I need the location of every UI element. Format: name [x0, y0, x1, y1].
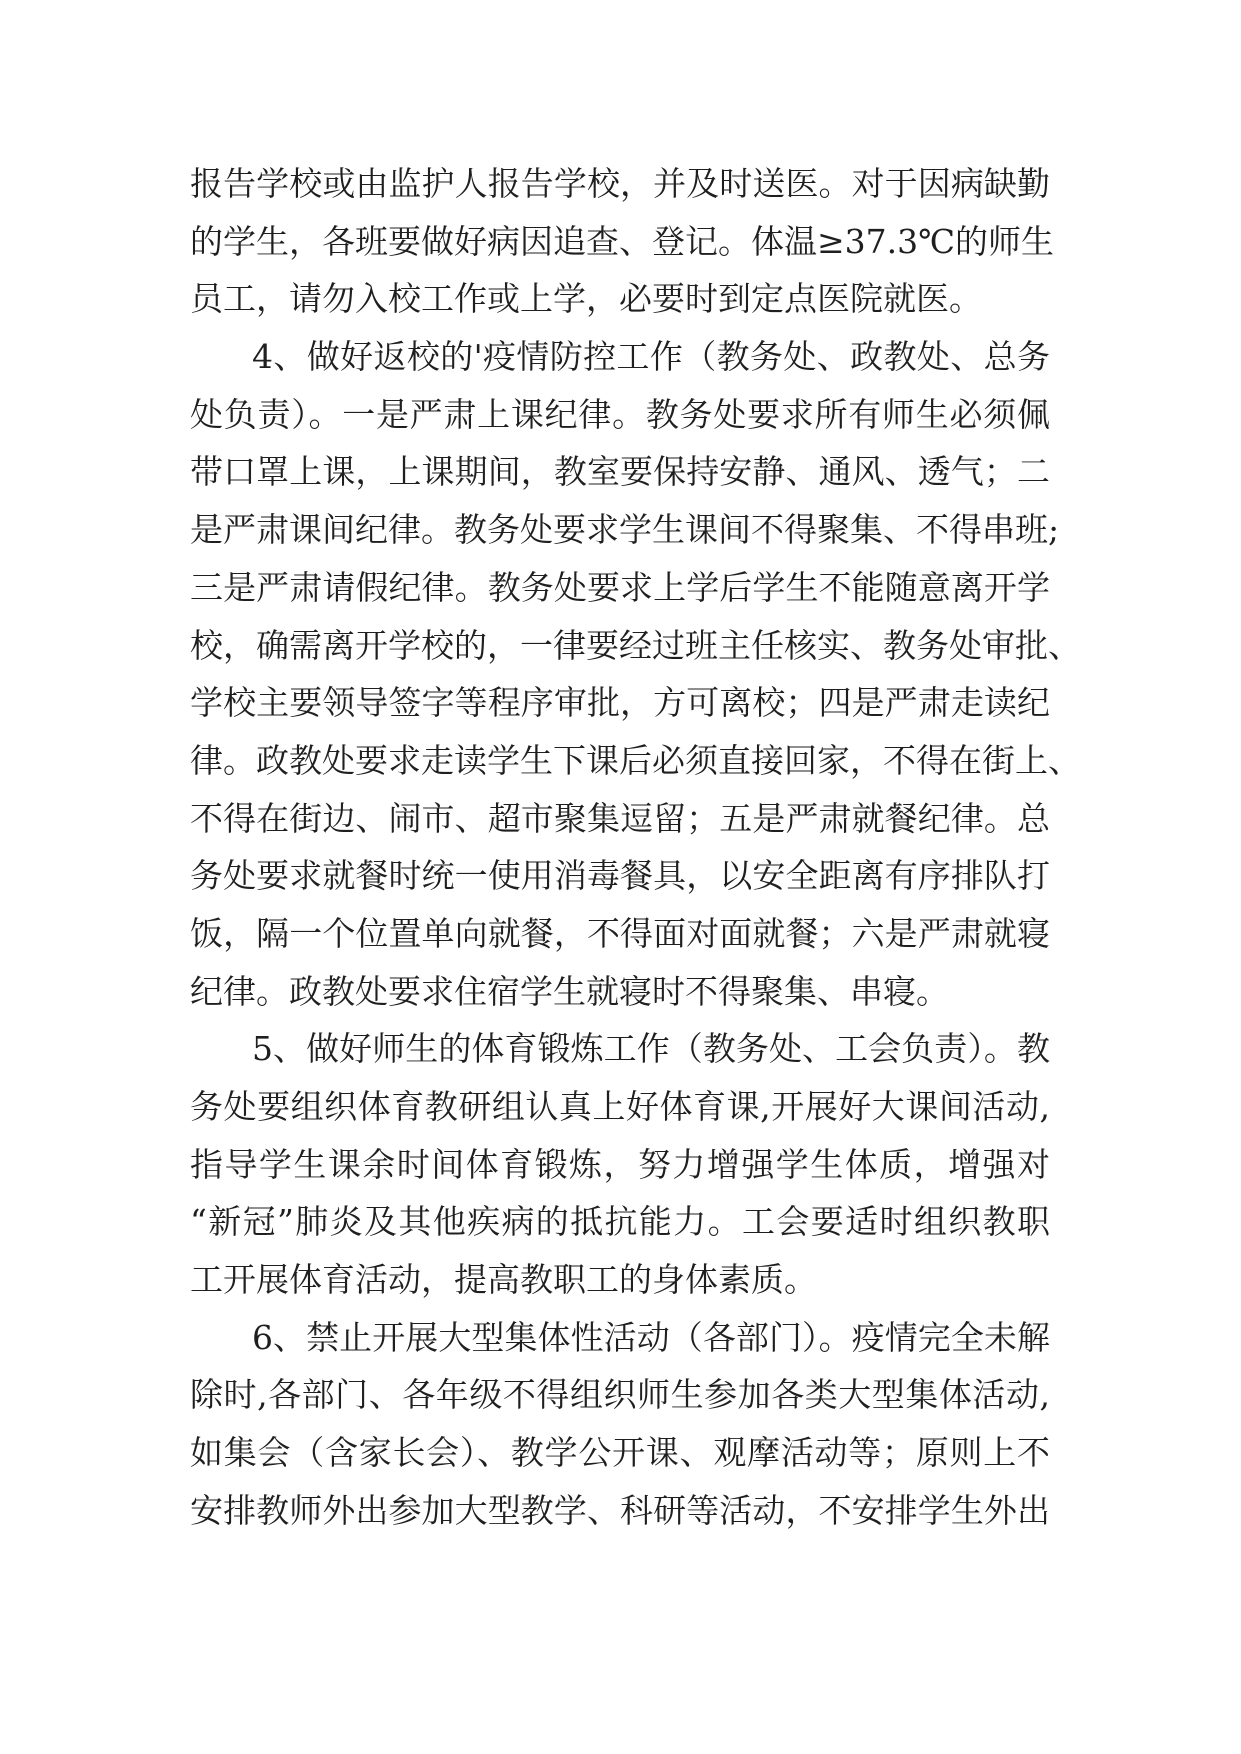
text-line: 不得在街边、闹市、超市聚集逗留；五是严肃就餐纪律。总	[190, 798, 1050, 838]
text-line: 安排教师外出参加大型教学、科研等活动，不安排学生外出	[190, 1490, 1050, 1530]
paragraph-start-line: 6、禁止开展大型集体性活动（各部门）。疫情完全未解	[252, 1317, 1050, 1357]
text-line: 报告学校或由监护人报告学校，并及时送医。对于因病缺勤	[190, 164, 1050, 203]
text-line: 三是严肃请假纪律。教务处要求上学后学生不能随意离开学	[190, 567, 1050, 607]
text-line: 校，确需离开学校的，一律要经过班主任核实、教务处审批、	[190, 625, 1081, 665]
text-line: 如集会（含家长会）、教学公开课、观摩活动等；原则上不	[190, 1433, 1050, 1473]
paragraph-start-line: 5、做好师生的体育锻炼工作（教务处、工会负责）。教	[252, 1029, 1050, 1069]
document-body	[190, 155, 1081, 1540]
text-line: 是严肃课间纪律。教务处要求学生课间不得聚集、不得串班;	[190, 510, 1060, 550]
text-line: 律。政教处要求走读学生下课后必须直接回家，不得在街上、	[190, 740, 1081, 780]
text-line: 带口罩上课，上课期间，教室要保持安静、通风、透气；二	[190, 452, 1050, 492]
text-line: 工开展体育活动，提高教职工的身体素质。	[190, 1260, 817, 1300]
text-line: 纪律。政教处要求住宿学生就寝时不得聚集、串寝。	[190, 971, 949, 1011]
paragraph-start-line: 4、做好返校的'疫情防控工作（教务处、政教处、总务	[252, 337, 1050, 377]
text-line: 务处要组织体育教研组认真上好体育课,开展好大课间活动,	[190, 1087, 1050, 1126]
text-line: 员工，请勿入校工作或上学，必要时到定点医院就医。	[190, 279, 982, 319]
text-line: 的学生，各班要做好病因追查、登记。体温≥37.3℃的师生	[190, 221, 1055, 261]
text-line: 学校主要领导签字等程序审批，方可离校；四是严肃走读纪	[190, 683, 1050, 723]
text-line: 处负责）。一是严肃上课纪律。教务处要求所有师生必须佩	[190, 394, 1050, 434]
text-line: 除时,各部门、各年级不得组织师生参加各类大型集体活动,	[190, 1375, 1050, 1415]
text-line: 指导学生课余时间体育锻炼，努力增强学生体质，增强对	[190, 1144, 1050, 1184]
text-line: 务处要求就餐时统一使用消毒餐具，以安全距离有序排队打	[190, 856, 1050, 896]
text-line: “新冠”肺炎及其他疾病的抵抗能力。工会要适时组织教职	[190, 1202, 1050, 1242]
text-line: 饭，隔一个位置单向就餐，不得面对面就餐；六是严肃就寝	[190, 913, 1050, 953]
